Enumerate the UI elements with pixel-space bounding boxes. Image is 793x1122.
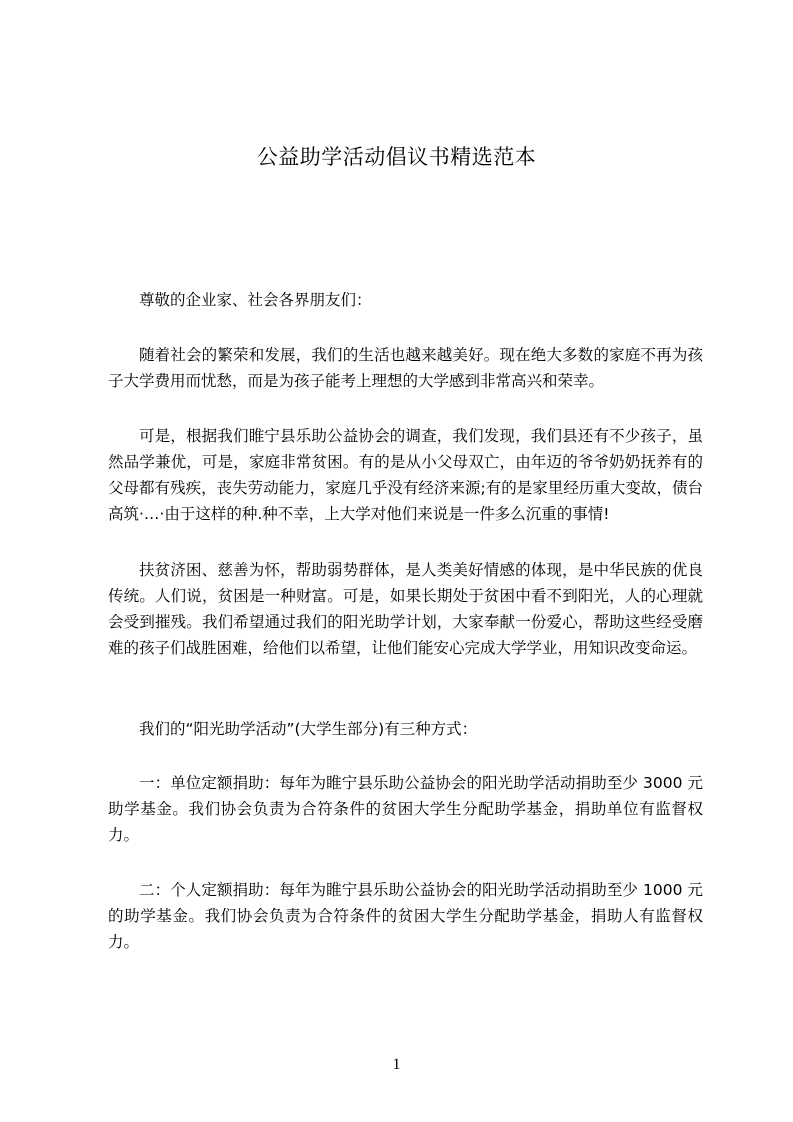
paragraph-6: 二：个人定额捐助：每年为睢宁县乐助公益协会的阳光助学活动捐助至少 1000 元的助学基金。我们协会负责为合符条件的贫困大学生分配助学基金，捐助人有监督权力。 xyxy=(108,881,703,951)
paragraph-1: 随着社会的繁荣和发展，我们的生活也越来越美好。现在绝大多数的家庭不再为孩子大学费用而忧愁，而是为孩子能考上理想的大学感到非常高兴和荣幸。 xyxy=(108,346,703,390)
salutation: 尊敬的企业家、社会各界朋友们： xyxy=(139,291,372,309)
paragraph-5: 一：单位定额捐助：每年为睢宁县乐助公益协会的阳光助学活动捐助至少 3000 元助学基金。我们协会负责为合符条件的贫困大学生分配助学基金，捐助单位有监督权力。 xyxy=(108,774,703,844)
page-number: 1 xyxy=(392,1056,401,1073)
paragraph-4: 我们的“阳光助学活动”(大学生部分)有三种方式： xyxy=(139,720,478,738)
paragraph-3: 扶贫济困、慈善为怀，帮助弱势群体，是人类美好情感的体现，是中华民族的优良传统。人们说，贫困是一种财富。可是，如果长期处于贫困中看不到阳光，人的心理就会受到摧残。我们希望通过我们的阳光助学计划，大家奉献一份爱心，帮助这些经受磨难的孩子们战胜困难，给他们以希望，让他们能安心完成大学学业，用知识改变命运。 xyxy=(108,561,703,657)
paragraph-2: 可是，根据我们睢宁县乐助公益协会的调查，我们发现，我们县还有不少孩子，虽然品学兼优，可是，家庭非常贫困。有的是从小父母双亡，由年迈的爷爷奶奶抚养有的父母都有残疾，丧失劳动能力，家庭几乎没有经济来源;有的是家里经历重大变故，债台高筑·…·由于这样的种.种不幸，上大学对他们来说是一件多么沉重的事情! xyxy=(108,427,703,523)
document-title: 公益助学活动倡议书精选范本 xyxy=(256,145,537,169)
